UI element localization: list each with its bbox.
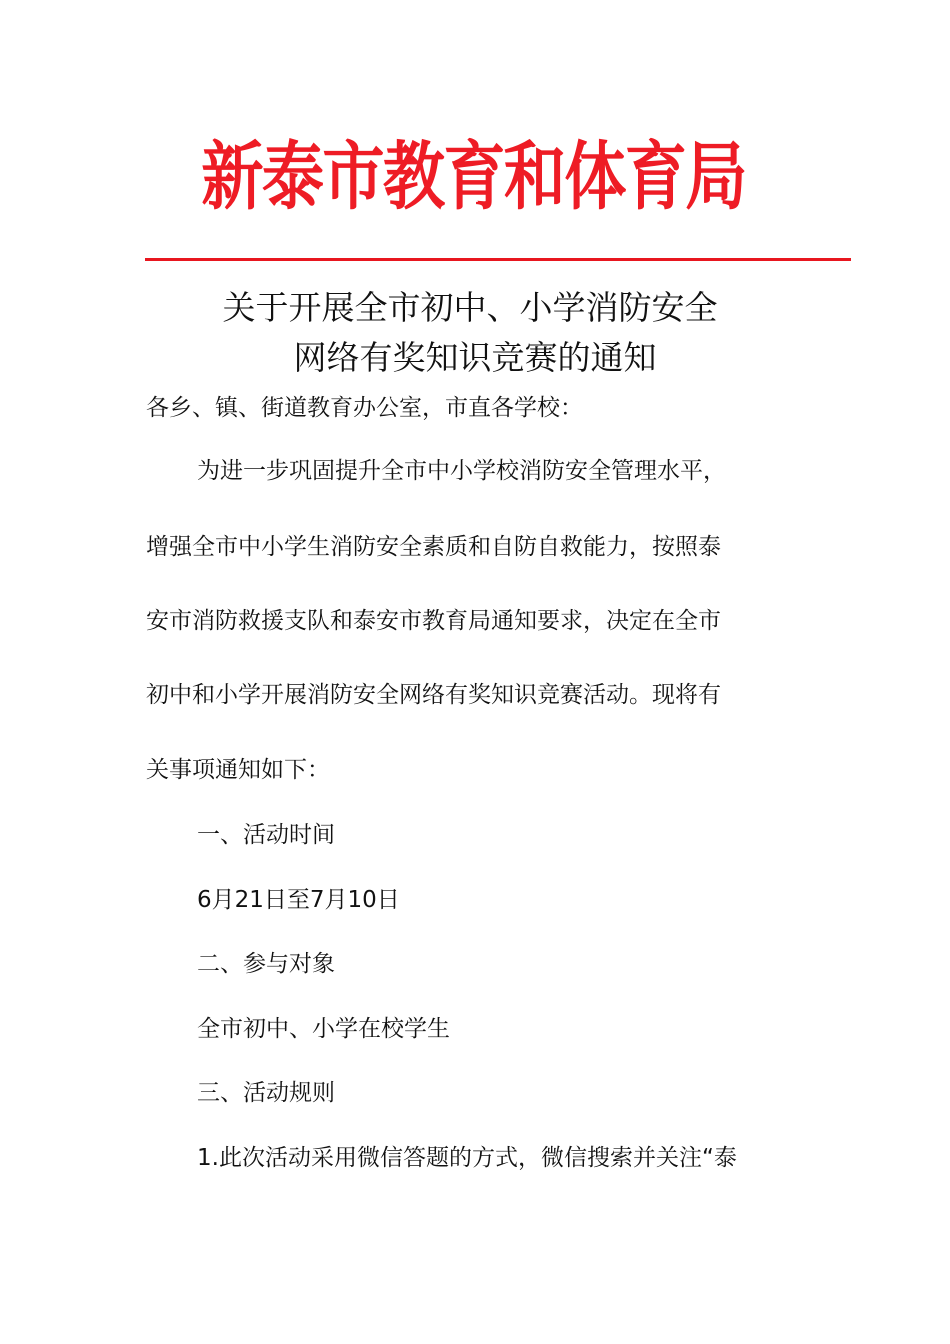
document-title-line-1: 关于开展全市初中、小学消防安全 — [222, 288, 718, 327]
masthead-org-name: 新泰市教育和体育局 — [201, 134, 746, 220]
section-heading-activity-time: 一、活动时间 — [197, 822, 335, 848]
section-heading-participants: 二、参与对象 — [197, 951, 335, 977]
section-content-activity-time: 6月21日至7月10日 — [197, 887, 400, 913]
intro-paragraph-line: 增强全市中小学生消防安全素质和自防自救能力，按照泰 — [146, 534, 721, 560]
masthead-red-rule — [145, 258, 851, 261]
intro-paragraph-line: 初中和小学开展消防安全网络有奖知识竞赛活动。现将有 — [146, 682, 721, 708]
section-content-participants: 全市初中、小学在校学生 — [197, 1016, 450, 1042]
document-title-line-2: 网络有奖知识竞赛的通知 — [293, 338, 657, 377]
section-content-rules: 1.此次活动采用微信答题的方式，微信搜索并关注“泰 — [197, 1145, 737, 1171]
intro-paragraph-line: 为进一步巩固提升全市中小学校消防安全管理水平， — [197, 458, 726, 484]
intro-paragraph-line: 关事项通知如下： — [146, 757, 330, 783]
section-heading-rules: 三、活动规则 — [197, 1080, 335, 1106]
salutation: 各乡、镇、街道教育办公室，市直各学校： — [146, 395, 583, 421]
intro-paragraph-line: 安市消防救援支队和泰安市教育局通知要求，决定在全市 — [146, 608, 721, 634]
